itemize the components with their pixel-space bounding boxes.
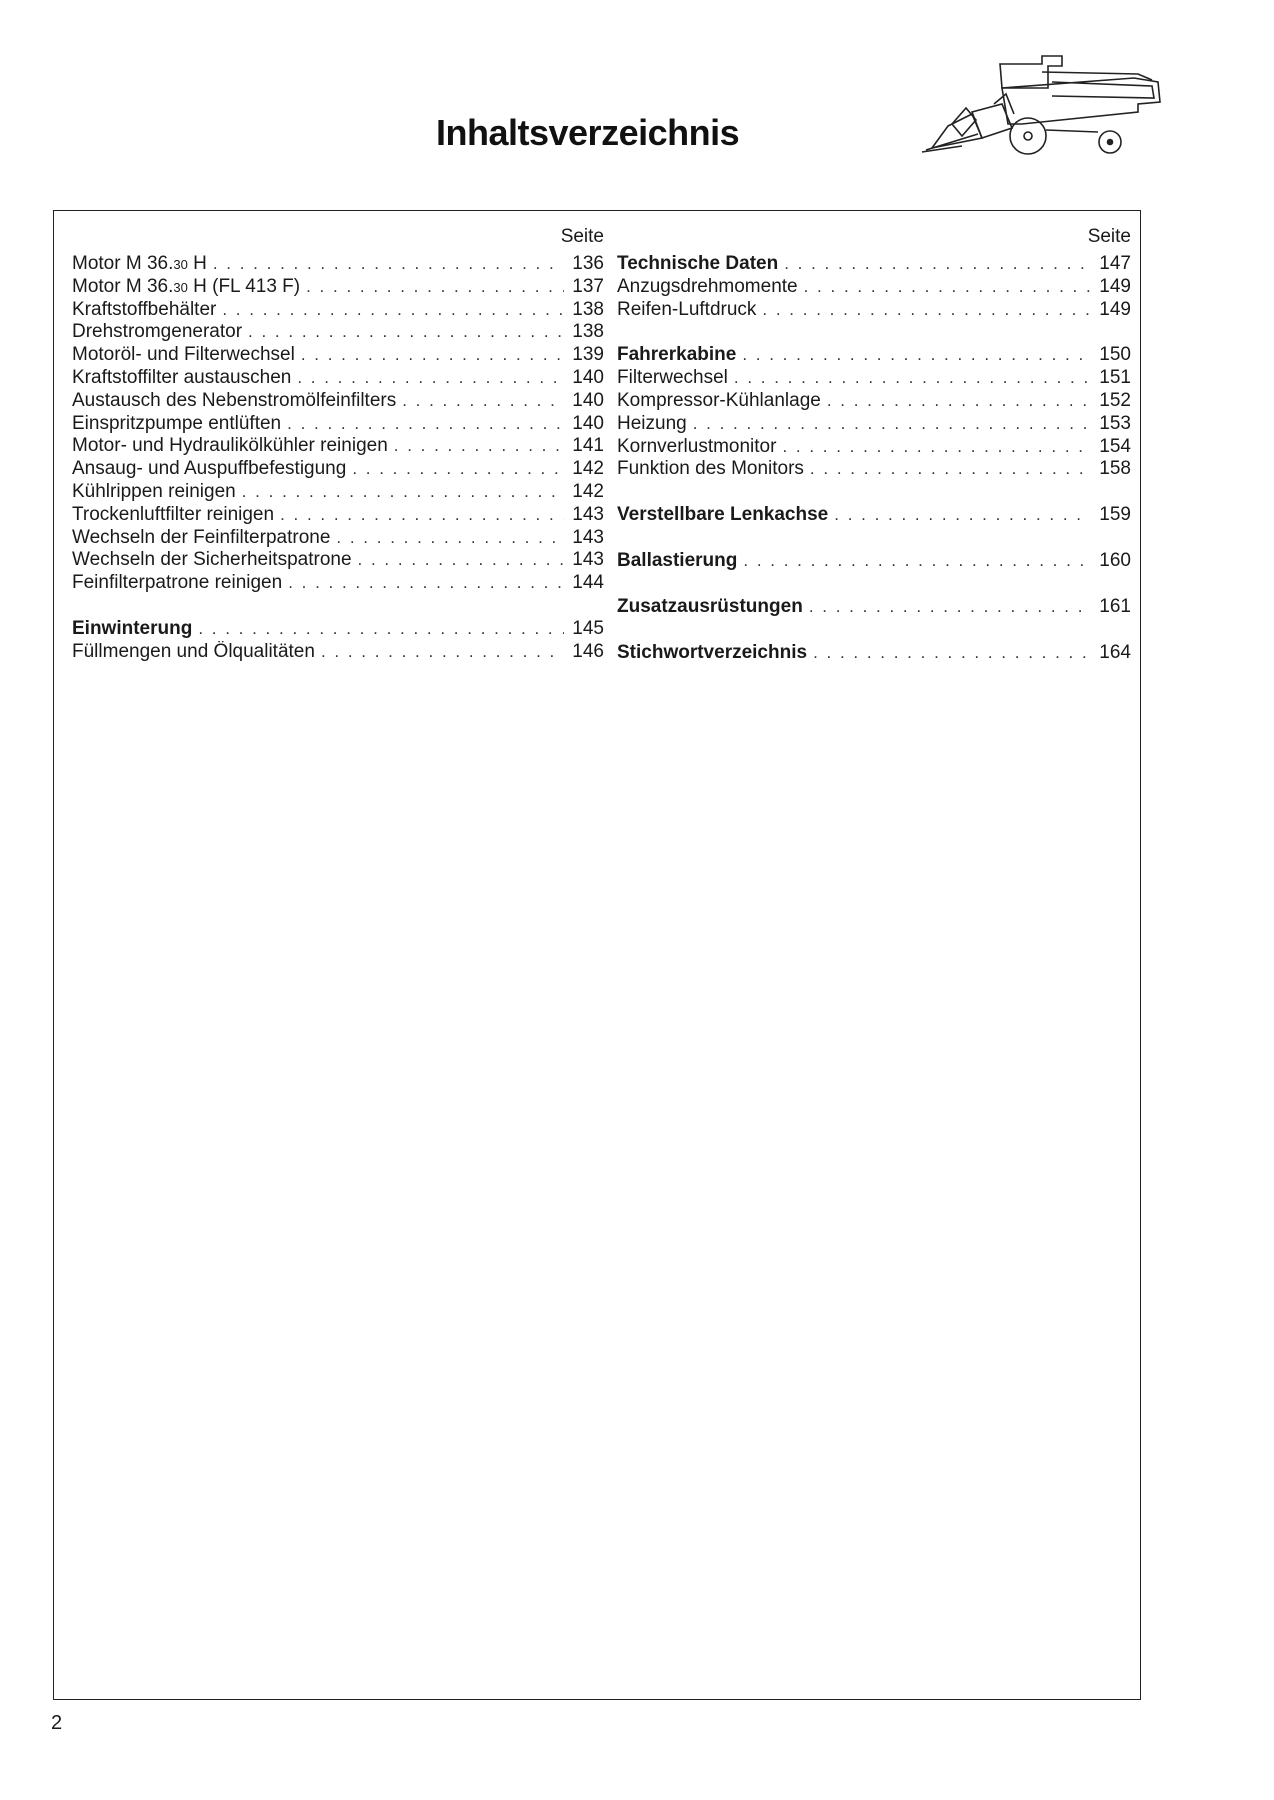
section-gap xyxy=(617,527,1131,550)
toc-entry-page: 143 xyxy=(572,549,604,571)
toc-entry[interactable] xyxy=(72,504,604,527)
toc-entry-label xyxy=(72,276,300,299)
dot-leader xyxy=(282,572,564,595)
toc-entry-page: 138 xyxy=(572,298,604,320)
toc-entry-page: 164 xyxy=(1099,641,1131,663)
toc-entry[interactable] xyxy=(72,321,604,344)
dot-leader xyxy=(778,253,1091,276)
toc-entry-page: 145 xyxy=(572,617,604,639)
toc-entry-label: Zusatzausrüstungen xyxy=(617,595,803,617)
toc-entry-label: Kompressor-Kühlanlage xyxy=(617,389,821,411)
toc-entry-label-rest: H xyxy=(187,253,207,274)
toc-entry-page: 139 xyxy=(572,344,604,366)
dot-leader xyxy=(807,642,1091,665)
toc-entry-page: 152 xyxy=(1099,389,1131,411)
toc-entry[interactable] xyxy=(72,527,604,550)
seite-label-left: Seite xyxy=(560,226,604,247)
toc-entry[interactable] xyxy=(617,550,1131,573)
dot-leader xyxy=(776,436,1091,459)
toc-entry[interactable] xyxy=(617,276,1131,299)
toc-entry-page: 137 xyxy=(572,275,604,297)
dot-leader xyxy=(804,458,1091,481)
toc-entry-label-rest: H (FL 413 F) xyxy=(187,275,301,297)
toc-entry-label: Trockenluftfilter reinigen xyxy=(72,503,275,525)
dot-leader xyxy=(728,367,1091,390)
toc-entry-page: 154 xyxy=(1099,435,1131,457)
dot-leader xyxy=(388,435,564,458)
toc-entry-label: Kraftstoffilter austauschen xyxy=(72,366,292,388)
page-title: Inhaltsverzeichnis xyxy=(436,112,740,153)
dot-leader xyxy=(300,276,564,299)
toc-entry-label-suffix: 30 xyxy=(173,279,188,295)
toc-entry-page: 160 xyxy=(1099,549,1131,571)
toc-entry-label: Reifen-Luftdruck xyxy=(617,298,757,320)
toc-entry[interactable] xyxy=(617,436,1131,459)
toc-entry-label: Austausch des Nebenstromölfeinfilters xyxy=(72,389,397,411)
toc-entry-page: 149 xyxy=(1099,298,1131,320)
dot-leader xyxy=(798,276,1091,299)
dot-leader xyxy=(828,504,1091,527)
toc-entry[interactable] xyxy=(72,435,604,458)
combine-harvester-icon xyxy=(902,52,1164,162)
toc-entry-label xyxy=(72,253,207,276)
dot-leader xyxy=(236,481,564,504)
dot-leader xyxy=(315,641,564,664)
dot-leader xyxy=(736,344,1091,367)
dot-leader xyxy=(330,527,564,550)
dot-leader xyxy=(756,299,1091,322)
dot-leader xyxy=(216,299,564,322)
toc-entry[interactable] xyxy=(72,618,604,641)
toc-entry-page: 147 xyxy=(1099,253,1131,274)
seite-label-right: Seite xyxy=(1087,226,1131,247)
dot-leader xyxy=(346,458,564,481)
toc-entry[interactable] xyxy=(617,504,1131,527)
toc-entry-label: Füllmengen und Ölqualitäten xyxy=(72,640,315,662)
toc-entry[interactable] xyxy=(72,390,604,413)
toc-entry-page: 158 xyxy=(1099,458,1131,480)
toc-entry[interactable] xyxy=(72,344,604,367)
toc-entry-page: 138 xyxy=(572,321,604,343)
toc-entry-label: Feinfilterpatrone reinigen xyxy=(72,572,283,594)
toc-entry-label: Motoröl- und Filterwechsel xyxy=(72,344,295,366)
toc-entry-page: 146 xyxy=(572,640,604,662)
section-gap xyxy=(617,573,1131,596)
dot-leader xyxy=(352,549,564,572)
toc-entry-label-main: Motor M 36. xyxy=(72,275,174,297)
toc-entry[interactable] xyxy=(72,299,604,322)
toc-entry[interactable] xyxy=(72,413,604,436)
toc-entry-page: 149 xyxy=(1099,275,1131,297)
toc-entry-page: 136 xyxy=(572,253,604,274)
dot-leader xyxy=(242,321,564,344)
toc-entry-label: Einspritzpumpe entlüften xyxy=(72,412,282,434)
toc-entry[interactable] xyxy=(72,276,604,299)
toc-entry-label: Stichwortverzeichnis xyxy=(617,641,808,663)
toc-entry-page: 150 xyxy=(1099,344,1131,366)
toc-entry-label: Einwinterung xyxy=(72,617,193,639)
toc-entry-page: 143 xyxy=(572,503,604,525)
toc-entry-label: Fahrerkabine xyxy=(617,344,737,366)
toc-entry[interactable] xyxy=(72,458,604,481)
toc-entry[interactable] xyxy=(617,390,1131,413)
toc-entry-page: 144 xyxy=(572,572,604,594)
toc-entry[interactable] xyxy=(72,367,604,390)
toc-entry-page: 140 xyxy=(572,412,604,434)
toc-entry-page: 151 xyxy=(1099,367,1131,389)
toc-entry[interactable] xyxy=(617,458,1131,481)
toc-left-column xyxy=(72,225,604,664)
toc-entry-label: Wechseln der Sicherheitspatrone xyxy=(72,549,352,571)
section-gap xyxy=(617,481,1131,504)
toc-entry-label: Kraftstoffbehälter xyxy=(72,298,217,320)
dot-leader xyxy=(207,253,564,276)
toc-entry-label: Ballastierung xyxy=(617,549,738,571)
toc-entry-label-main: Motor M 36. xyxy=(72,253,174,274)
toc-entry[interactable] xyxy=(72,549,604,572)
toc-entry-page: 153 xyxy=(1099,412,1131,434)
toc-entry[interactable] xyxy=(72,253,604,276)
dot-leader xyxy=(295,344,564,367)
toc-entry-label: Funktion des Monitors xyxy=(617,458,804,480)
dot-leader xyxy=(737,550,1091,573)
toc-entry[interactable] xyxy=(617,596,1131,619)
dot-leader xyxy=(281,413,564,436)
dot-leader xyxy=(396,390,564,413)
toc-entry-label: Kühlrippen reinigen xyxy=(72,480,236,502)
toc-entry-page: 142 xyxy=(572,480,604,502)
toc-entry-label: Drehstromgenerator xyxy=(72,321,243,343)
toc-entry-page: 140 xyxy=(572,389,604,411)
dot-leader xyxy=(821,390,1091,413)
toc-entry[interactable] xyxy=(617,642,1131,665)
toc-entry[interactable] xyxy=(617,413,1131,436)
toc-entry-page: 143 xyxy=(572,526,604,548)
toc-entry-label: Ansaug- und Auspuffbefestigung xyxy=(72,458,347,480)
toc-entry-label: Wechseln der Feinfilterpatrone xyxy=(72,526,331,548)
toc-entry-page: 141 xyxy=(572,435,604,457)
dot-leader xyxy=(192,618,564,641)
toc-entry-label-suffix: 30 xyxy=(173,257,188,272)
dot-leader xyxy=(687,413,1091,436)
toc-entry-label: Anzugsdrehmomente xyxy=(617,275,798,297)
toc-entry[interactable] xyxy=(72,641,604,664)
section-gap xyxy=(617,321,1131,344)
toc-entry[interactable] xyxy=(617,367,1131,390)
toc-entry-label: Filterwechsel xyxy=(617,367,728,389)
dot-leader xyxy=(291,367,564,390)
toc-frame xyxy=(53,210,1141,1700)
dot-leader xyxy=(274,504,564,527)
toc-entry-label: Heizung xyxy=(617,412,687,434)
toc-right-column xyxy=(617,225,1131,664)
toc-entry-label: Verstellbare Lenkachse xyxy=(617,504,829,526)
section-gap xyxy=(617,619,1131,642)
toc-entry-label: Motor- und Hydraulikölkühler reinigen xyxy=(72,435,388,457)
toc-entry[interactable] xyxy=(617,253,1131,276)
toc-entry-page: 161 xyxy=(1099,595,1131,617)
toc-entry[interactable] xyxy=(72,572,604,595)
section-gap xyxy=(72,595,604,618)
toc-entry-label: Kornverlustmonitor xyxy=(617,435,777,457)
toc-entry-label: Technische Daten xyxy=(617,253,779,274)
toc-entry[interactable] xyxy=(617,344,1131,367)
toc-entry[interactable] xyxy=(617,299,1131,322)
toc-entry-page: 142 xyxy=(572,458,604,480)
toc-entry[interactable] xyxy=(72,481,604,504)
toc-entry-page: 140 xyxy=(572,366,604,388)
dot-leader xyxy=(803,596,1091,619)
page-number: 2 xyxy=(51,1712,63,1734)
toc-entry-page: 159 xyxy=(1099,504,1131,526)
